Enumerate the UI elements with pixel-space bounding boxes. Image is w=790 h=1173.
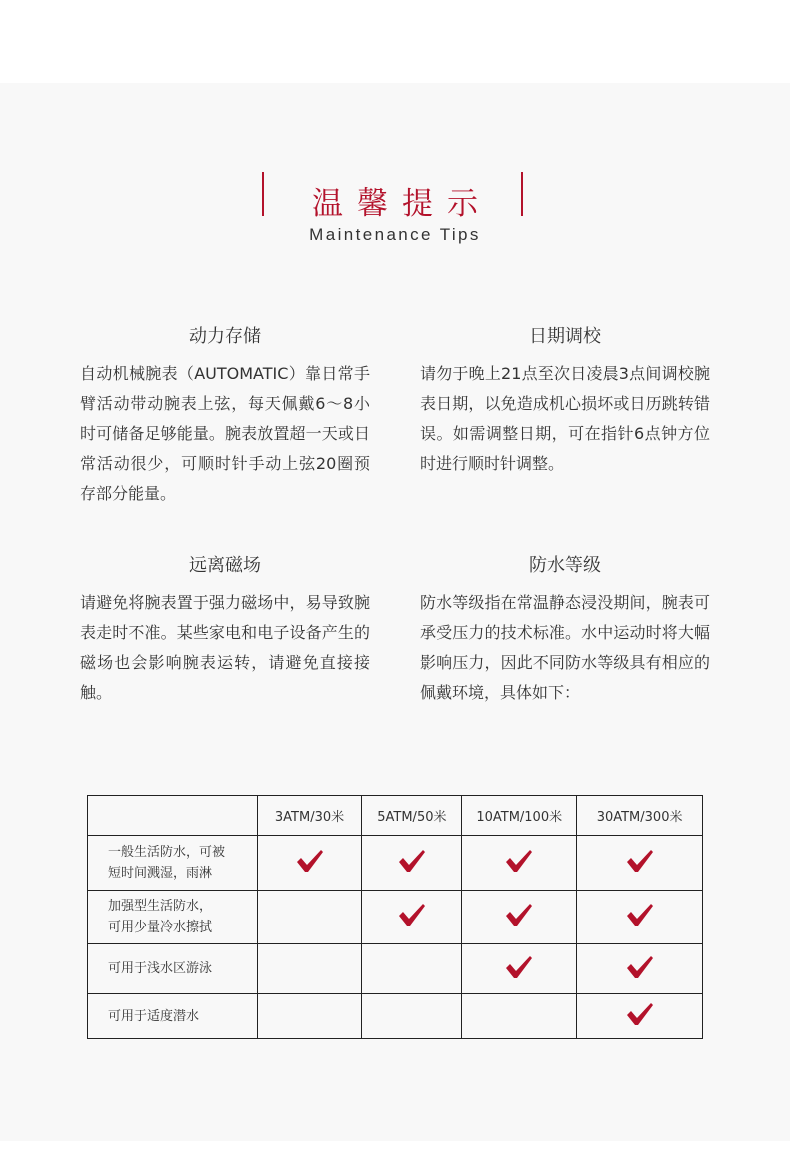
table-row-label-line: 短时间溅湿，雨淋 bbox=[108, 866, 213, 881]
section-body-magnetic: 请避免将腕表置于强力磁场中，易导致腕表走时不准。某些家电和电子设备产生的磁场也会影响腕表运转，请避免直接接触。 bbox=[80, 593, 370, 702]
section-title-water: 防水等级 bbox=[529, 555, 601, 576]
table-row bbox=[88, 994, 703, 1039]
section-title-date: 日期调校 bbox=[529, 326, 601, 347]
section-body-power: 自动机械腕表（AUTOMATIC）靠日常手臂活动带动腕表上弦，每天佩戴6～8小时可储备足够能量。腕表放置超一天或日常活动很少，可顺时针手动上弦20圈预存部分能量。 bbox=[80, 364, 370, 503]
table-cell bbox=[462, 891, 577, 944]
table-cell bbox=[362, 944, 462, 994]
check-icon bbox=[625, 848, 655, 874]
table-row-label-line: 可用于适度潜水 bbox=[108, 1008, 200, 1024]
table-cell bbox=[462, 994, 577, 1039]
water-resistance-table bbox=[87, 795, 703, 1039]
table-cell bbox=[362, 891, 462, 944]
check-icon bbox=[295, 848, 325, 874]
table-cell bbox=[577, 891, 703, 944]
table-row-label bbox=[88, 891, 258, 944]
table-cell bbox=[257, 891, 362, 944]
table-cell bbox=[257, 836, 362, 891]
section-title-magnetic: 远离磁场 bbox=[189, 555, 261, 576]
table-cell bbox=[577, 944, 703, 994]
table-row bbox=[88, 944, 703, 994]
table-cell bbox=[462, 944, 577, 994]
check-icon bbox=[625, 954, 655, 980]
table-header-row bbox=[88, 796, 703, 836]
page-subtitle: Maintenance Tips bbox=[309, 225, 481, 244]
check-icon bbox=[625, 1001, 655, 1027]
section-body-water: 防水等级指在常温静态浸没期间，腕表可承受压力的技术标准。水中运动时将大幅影响压力，因此不同防水等级具有相应的佩戴环境，具体如下： bbox=[420, 593, 710, 702]
table-row-label-line: 一般生活防水，可被 bbox=[108, 845, 226, 860]
table-cell bbox=[577, 836, 703, 891]
check-icon bbox=[397, 902, 427, 928]
section-title-power: 动力存储 bbox=[189, 326, 261, 347]
check-icon bbox=[625, 902, 655, 928]
table-cell bbox=[577, 994, 703, 1039]
table-row-label-line: 加强型生活防水， bbox=[108, 899, 213, 914]
table-row-label-line: 可用于浅水区游泳 bbox=[108, 961, 213, 976]
section-body-date: 请勿于晚上21点至次日凌晨3点间调校腕表日期，以免造成机心损坏或日历跳转错误。如需调整日期，可在指针6点钟方位时进行顺时针调整。 bbox=[420, 364, 710, 473]
table-header-cell: 10ATM/100米 bbox=[462, 796, 577, 836]
table-cell bbox=[362, 836, 462, 891]
table-header-cell: 3ATM/30米 bbox=[257, 796, 362, 836]
check-icon bbox=[504, 902, 534, 928]
table-cell bbox=[257, 994, 362, 1039]
table-row-label bbox=[88, 836, 258, 891]
table-row bbox=[88, 891, 703, 944]
check-icon bbox=[504, 954, 534, 980]
page-title: 温馨提示 bbox=[312, 186, 492, 222]
table-header-cell bbox=[88, 796, 258, 836]
table-header-cell: 5ATM/50米 bbox=[362, 796, 462, 836]
table-cell bbox=[462, 836, 577, 891]
table-row bbox=[88, 836, 703, 891]
table-cell bbox=[257, 944, 362, 994]
table-cell bbox=[362, 994, 462, 1039]
table-header-cell: 30ATM/300米 bbox=[577, 796, 703, 836]
check-icon bbox=[397, 848, 427, 874]
table-row-label bbox=[88, 994, 258, 1039]
table-row-label bbox=[88, 944, 258, 994]
table-row-label-line: 可用少量冷水擦拭 bbox=[108, 920, 213, 935]
check-icon bbox=[504, 848, 534, 874]
